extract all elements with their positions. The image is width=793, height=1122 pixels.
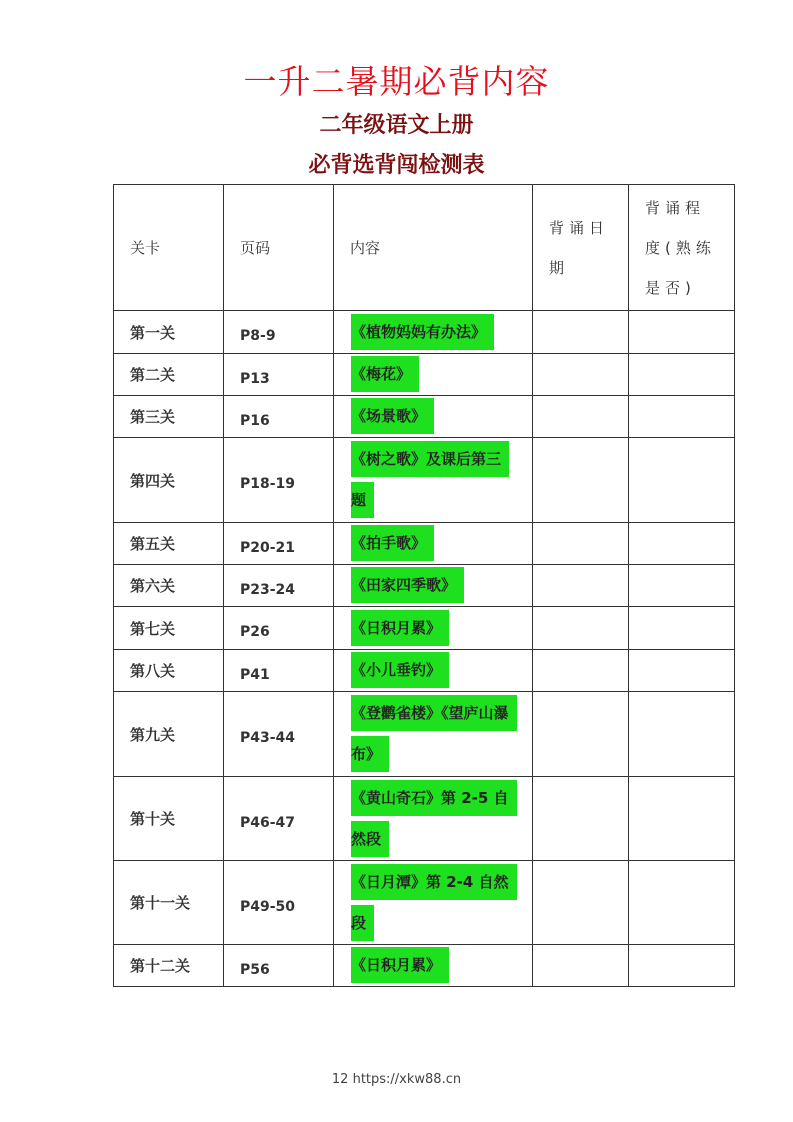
recite-date-cell[interactable] bbox=[533, 607, 629, 650]
page-cell: P23-24 bbox=[224, 565, 334, 607]
highlighted-text: 《田家四季歌》 bbox=[351, 567, 464, 603]
stage-cell: 第六关 bbox=[114, 565, 224, 607]
table-row bbox=[114, 692, 735, 777]
recite-date-cell[interactable] bbox=[533, 945, 629, 987]
recite-date-cell[interactable] bbox=[533, 650, 629, 692]
table-row bbox=[114, 311, 735, 354]
recite-date-cell[interactable] bbox=[533, 311, 629, 354]
table-row bbox=[114, 777, 735, 861]
table-row bbox=[114, 523, 735, 565]
recite-progress-cell[interactable] bbox=[629, 607, 735, 650]
stage-cell: 第二关 bbox=[114, 354, 224, 396]
recite-progress-cell[interactable] bbox=[629, 396, 735, 438]
highlighted-text: 《植物妈妈有办法》 bbox=[351, 314, 494, 350]
header-recite-progress: 背诵程度(熟练是否) bbox=[629, 185, 735, 311]
recite-date-cell[interactable] bbox=[533, 438, 629, 523]
page-cell: P18-19 bbox=[224, 438, 334, 523]
page-cell: P26 bbox=[224, 607, 334, 650]
content-cell bbox=[334, 692, 533, 777]
header-stage: 关卡 bbox=[114, 185, 224, 311]
content-cell bbox=[334, 438, 533, 523]
stage-cell: 第一关 bbox=[114, 311, 224, 354]
highlighted-text: 《小儿垂钓》 bbox=[351, 652, 449, 688]
highlighted-text: 《日积月累》 bbox=[351, 947, 449, 983]
page-cell: P56 bbox=[224, 945, 334, 987]
footer-url[interactable]: https://xkw88.cn bbox=[352, 1072, 462, 1087]
highlighted-text: 《日月潭》第 2-4 自然段 bbox=[351, 864, 517, 941]
stage-cell: 第十二关 bbox=[114, 945, 224, 987]
highlighted-text: 《黄山奇石》第 2-5 自然段 bbox=[351, 780, 517, 857]
highlighted-text: 《日积月累》 bbox=[351, 610, 449, 646]
recite-date-cell[interactable] bbox=[533, 396, 629, 438]
content-cell bbox=[334, 396, 533, 438]
page-cell: P46-47 bbox=[224, 777, 334, 861]
recite-progress-cell[interactable] bbox=[629, 354, 735, 396]
highlighted-text: 《拍手歌》 bbox=[351, 525, 434, 561]
recite-progress-cell[interactable] bbox=[629, 565, 735, 607]
header-recite-date: 背诵日期 bbox=[533, 185, 629, 311]
header-page: 页码 bbox=[224, 185, 334, 311]
recite-progress-cell[interactable] bbox=[629, 523, 735, 565]
table-row bbox=[114, 945, 735, 987]
recite-date-cell[interactable] bbox=[533, 354, 629, 396]
highlighted-text: 《梅花》 bbox=[351, 356, 419, 392]
table-row bbox=[114, 607, 735, 650]
table-row bbox=[114, 650, 735, 692]
stage-cell: 第三关 bbox=[114, 396, 224, 438]
recitation-check-table bbox=[113, 184, 735, 987]
subtitle-grade: 二年级语文上册 bbox=[319, 113, 474, 138]
page-cell: P43-44 bbox=[224, 692, 334, 777]
header-content: 内容 bbox=[334, 185, 533, 311]
page-cell: P13 bbox=[224, 354, 334, 396]
content-cell bbox=[334, 565, 533, 607]
page-cell: P16 bbox=[224, 396, 334, 438]
table-row bbox=[114, 861, 735, 945]
content-cell bbox=[334, 777, 533, 861]
content-cell bbox=[334, 945, 533, 987]
table-row bbox=[114, 565, 735, 607]
stage-cell: 第四关 bbox=[114, 438, 224, 523]
stage-cell: 第七关 bbox=[114, 607, 224, 650]
recite-date-cell[interactable] bbox=[533, 777, 629, 861]
content-cell bbox=[334, 861, 533, 945]
recite-progress-cell[interactable] bbox=[629, 945, 735, 987]
stage-cell: 第十一关 bbox=[114, 861, 224, 945]
stage-cell: 第十关 bbox=[114, 777, 224, 861]
recite-date-cell[interactable] bbox=[533, 523, 629, 565]
recite-date-cell[interactable] bbox=[533, 861, 629, 945]
recite-date-cell[interactable] bbox=[533, 565, 629, 607]
highlighted-text: 《树之歌》及课后第三题 bbox=[351, 441, 509, 518]
recite-progress-cell[interactable] bbox=[629, 692, 735, 777]
subtitle-checklist: 必背选背闯检测表 bbox=[308, 153, 485, 178]
recite-progress-cell[interactable] bbox=[629, 650, 735, 692]
table-row bbox=[114, 438, 735, 523]
page-cell: P8-9 bbox=[224, 311, 334, 354]
page-title: 一升二暑期必背内容 bbox=[243, 62, 550, 101]
recite-progress-cell[interactable] bbox=[629, 311, 735, 354]
content-cell bbox=[334, 354, 533, 396]
stage-cell: 第九关 bbox=[114, 692, 224, 777]
recite-progress-cell[interactable] bbox=[629, 438, 735, 523]
stage-cell: 第五关 bbox=[114, 523, 224, 565]
recite-date-cell[interactable] bbox=[533, 692, 629, 777]
page-cell: P49-50 bbox=[224, 861, 334, 945]
content-cell bbox=[334, 523, 533, 565]
page-footer bbox=[0, 1072, 793, 1087]
highlighted-text: 《登鹳雀楼》《望庐山瀑布》 bbox=[351, 695, 517, 772]
highlighted-text: 《场景歌》 bbox=[351, 398, 434, 434]
recite-progress-cell[interactable] bbox=[629, 777, 735, 861]
content-cell bbox=[334, 607, 533, 650]
content-cell bbox=[334, 311, 533, 354]
stage-cell: 第八关 bbox=[114, 650, 224, 692]
table-row bbox=[114, 354, 735, 396]
table-row bbox=[114, 396, 735, 438]
recite-progress-cell[interactable] bbox=[629, 861, 735, 945]
page-number: 12 bbox=[331, 1072, 349, 1087]
page-cell: P20-21 bbox=[224, 523, 334, 565]
content-cell bbox=[334, 650, 533, 692]
table-header-row bbox=[114, 185, 735, 311]
page-cell: P41 bbox=[224, 650, 334, 692]
